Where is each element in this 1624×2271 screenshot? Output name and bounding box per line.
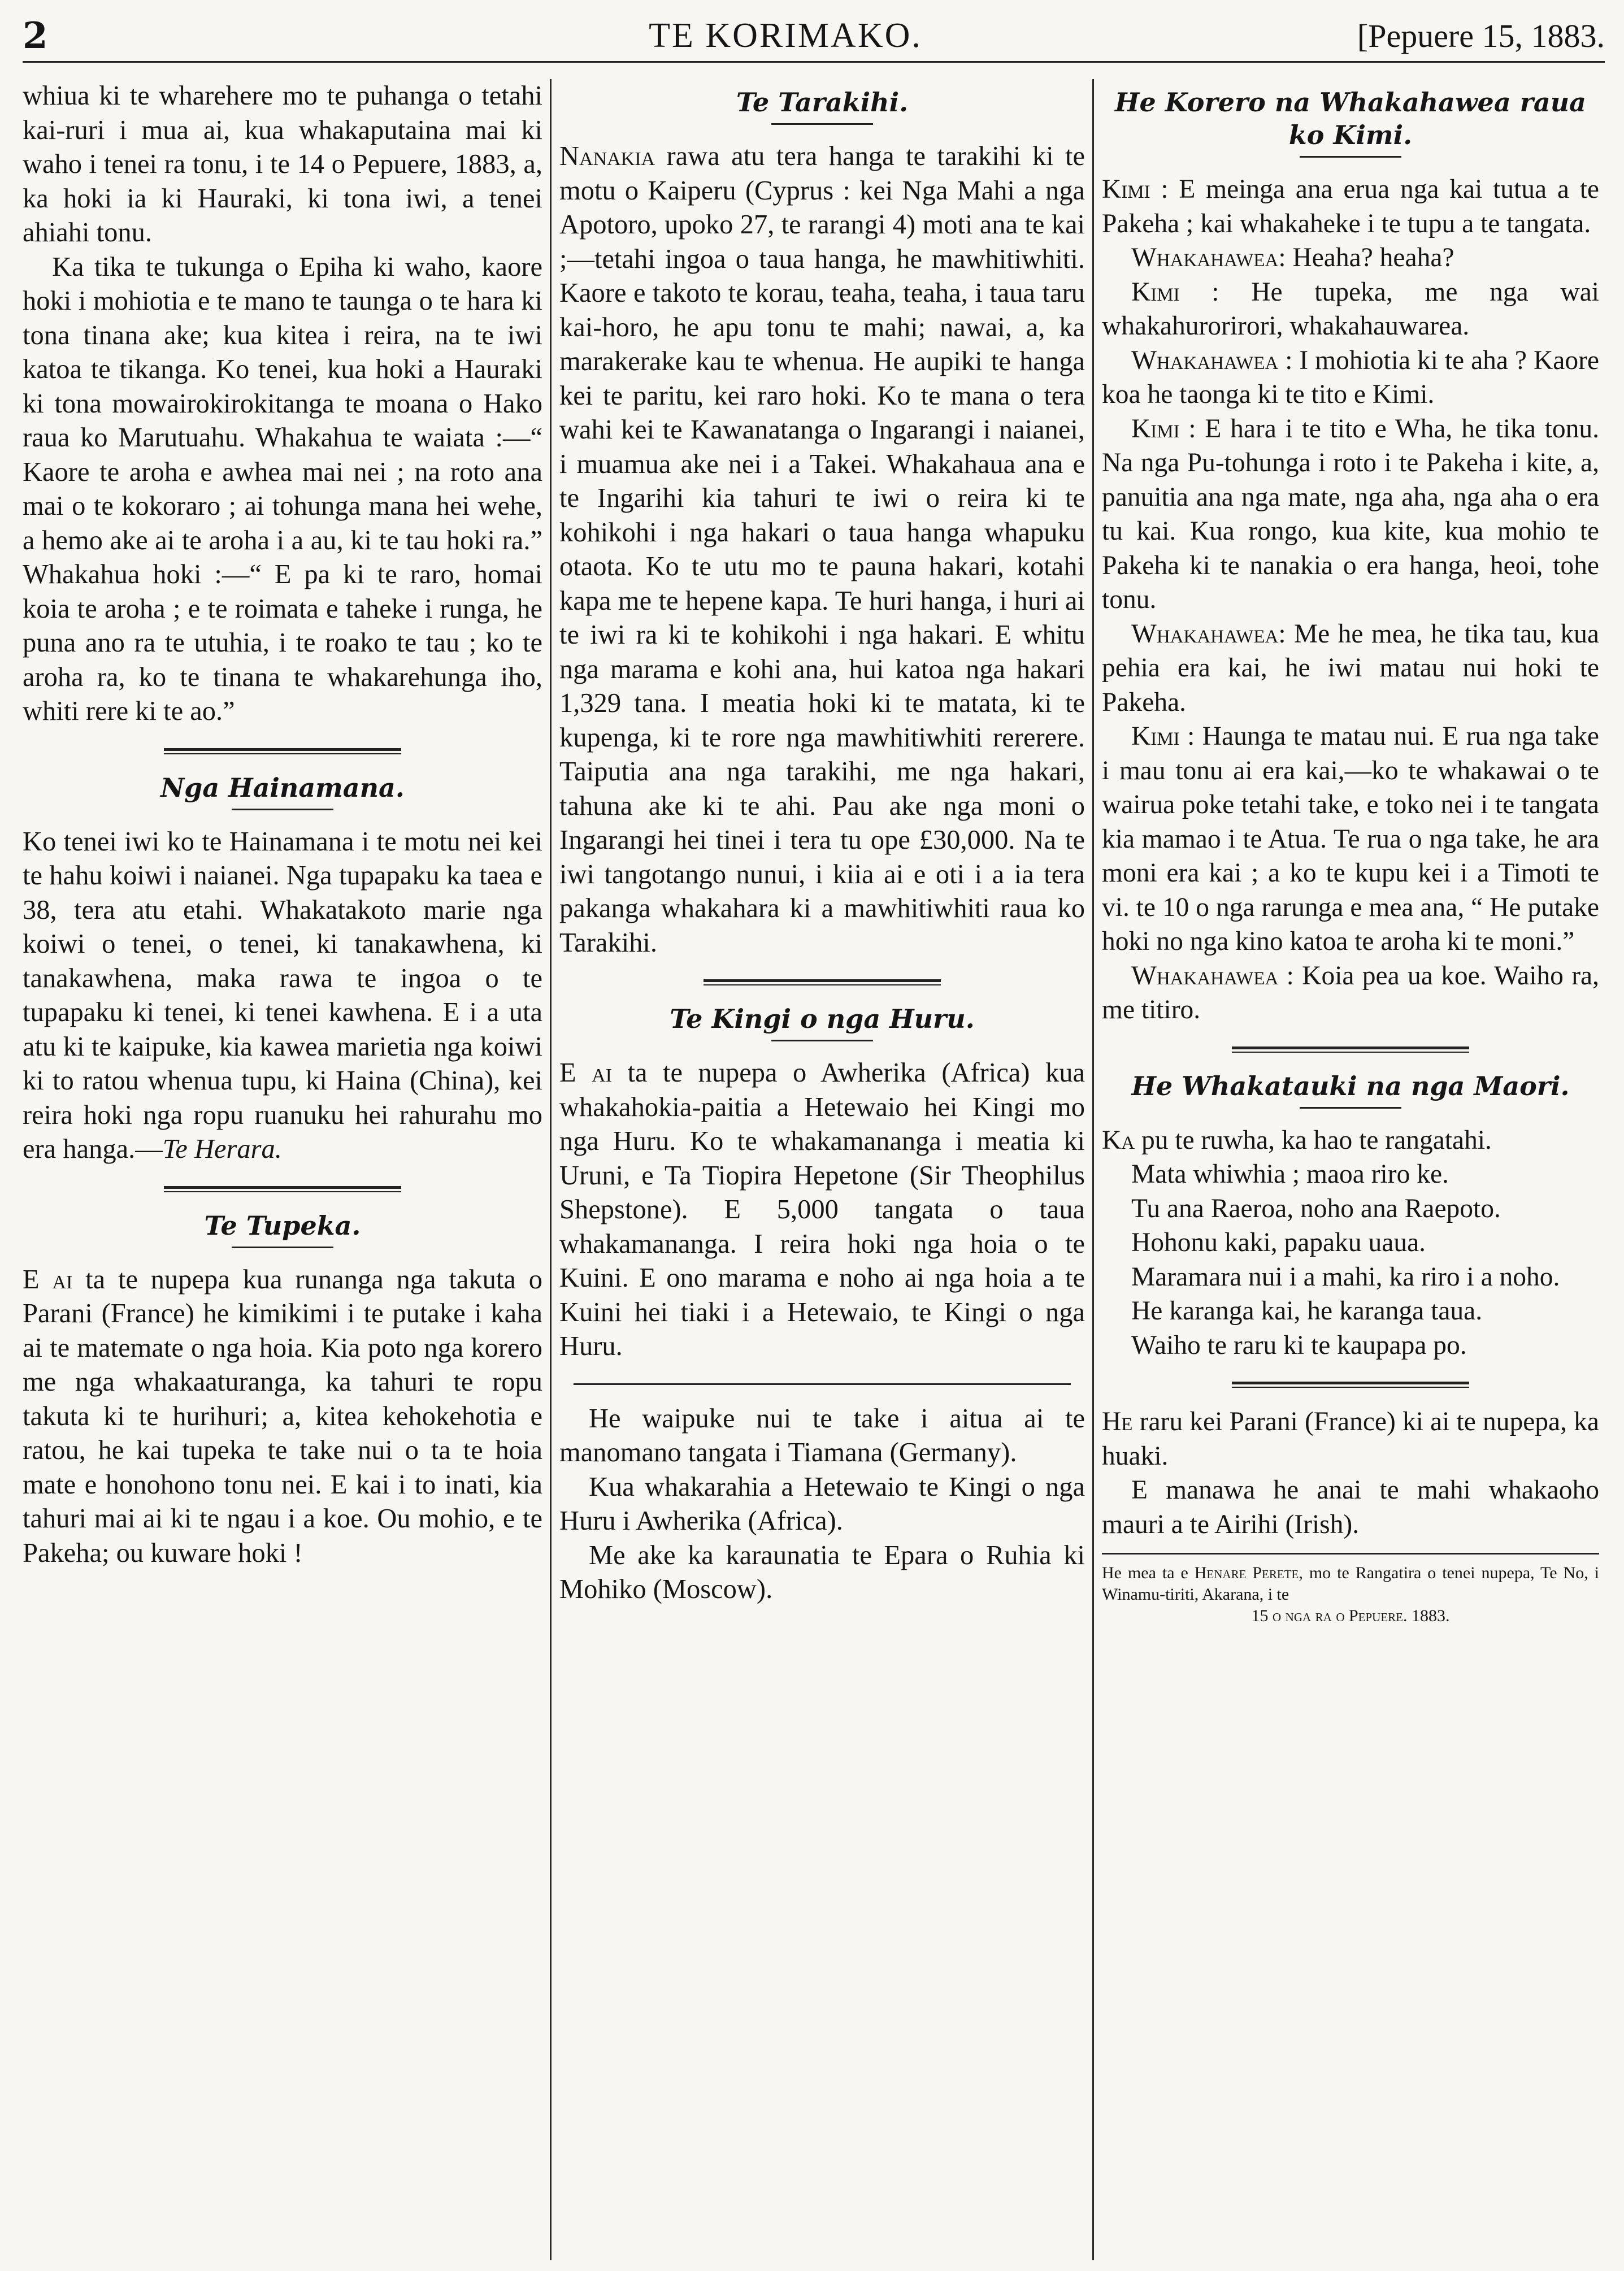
imprint-date: 15 o nga ra o Pepuere. 1883. bbox=[1251, 1606, 1450, 1625]
masthead bbox=[23, 10, 1605, 63]
lead-words: E ai bbox=[23, 1264, 73, 1295]
dialogue-line bbox=[1102, 241, 1599, 275]
lead-words: E ai bbox=[559, 1058, 612, 1088]
dialogue-text: : He tupeka, me nga wai whakahurorirori, whakahauwarea. bbox=[1102, 277, 1599, 341]
article-paragraph bbox=[23, 825, 542, 1167]
raru-text: raru kei Parani (France) ki ai te nupepa, ka huaki. bbox=[1102, 1407, 1599, 1471]
imprint-text: He mea ta e bbox=[1102, 1564, 1188, 1582]
tupeka-body: ta te nupepa kua runanga nga takuta o Parani (France) he kimikimi i te putake i kaha ai te matemate o nga hoia. Kia poto nga korero me nga whakaaturanga, ka tahuri te ropu takuta ki te hurihuri; a, kitea kehokehotia e ratou, he kai tupeka te take nui o ta te hoia mate e honohono tonu nei. E kai i to inati, kia tahuri mai ai ki te ngau i a koe. Ou mohio, e te Pakeha; ou kuware hoki ! bbox=[23, 1264, 542, 1568]
speaker-name: Whakahawea bbox=[1131, 619, 1279, 649]
paper-title: TE KORIMAKO. bbox=[649, 16, 922, 55]
news-note: E manawa he anai te mahi whakaoho mauri a te Airihi (Irish). bbox=[1102, 1475, 1599, 1539]
news-note: He waipuke nui te take i aitua ai te manomano tangata i Tiamana (Germany). bbox=[559, 1403, 1085, 1467]
dialogue-line bbox=[1102, 617, 1599, 720]
speaker-name: Kimi bbox=[1131, 414, 1180, 444]
speaker-name: Kimi bbox=[1102, 175, 1150, 204]
dialogue-line bbox=[1102, 412, 1599, 617]
printer-name: Henare Perete bbox=[1194, 1564, 1299, 1582]
article-paragraph bbox=[559, 1056, 1085, 1364]
heading-rule bbox=[1300, 1107, 1401, 1109]
dialogue-text: : Heaha? heaha? bbox=[1278, 243, 1454, 272]
dialogue-line bbox=[1102, 275, 1599, 344]
section-divider bbox=[704, 979, 941, 985]
speaker-name: Whakahawea bbox=[1131, 345, 1279, 375]
column-divider bbox=[550, 79, 552, 2260]
section-divider bbox=[574, 1383, 1071, 1385]
proverb bbox=[1102, 1123, 1599, 1158]
heading-rule bbox=[771, 123, 873, 125]
section-divider bbox=[164, 748, 401, 754]
speaker-name: Whakahawea bbox=[1131, 961, 1279, 991]
news-note: Me ake ka karaunatia te Epara o Ruhia ki Mohiko (Moscow). bbox=[559, 1540, 1085, 1604]
page-number: 2 bbox=[23, 14, 48, 57]
source-credit: Te Herara. bbox=[162, 1134, 282, 1164]
lead-words: He bbox=[1102, 1407, 1133, 1436]
dialogue-line bbox=[1102, 172, 1599, 241]
section-divider bbox=[164, 1186, 401, 1192]
article-paragraph: Ka tika te tukunga o Epiha ki waho, kaore hoki i mohiotia e te mano te taunga o te hara ki tona tinana ake; kua kitea i reira, na te iwi katoa te tikanga. Ko tenei, kua hoki a Hauraki ki tona mowairokirokitanga te moana o Hako raua ko Marutuahu. Whakahua te waiata :—“ Kaore te aroha e awhea mai nei ; na roto ana mai o te kokoraro ; ai tohunga mana hei wehe, a hemo ake ai te aroha i a au, ki te tau hoki ra.” Whakahua hoki :—“ E pa ki te raro, homai koia te aroha ; e te roimata e taheke i runga, he puna ano ra te utuhia, i te roako te tau ; ko te aroha ra, ko te tinana te whakarehunga iho, whiti rere ki te ao.” bbox=[23, 251, 542, 726]
column-1 bbox=[23, 79, 542, 2260]
heading-rule bbox=[232, 809, 333, 810]
proverb: He karanga kai, he karanga taua. bbox=[1131, 1296, 1483, 1326]
issue-date: [Pepuere 15, 1883. bbox=[1357, 17, 1605, 54]
section-divider bbox=[1232, 1382, 1469, 1388]
article-heading-tupeka: Te Tupeka. bbox=[204, 1210, 361, 1241]
proverb-text: pu te ruwha, ka hao te rangatahi. bbox=[1135, 1125, 1492, 1155]
column-divider bbox=[1092, 79, 1094, 2260]
tarakihi-body: rawa atu tera hanga te tarakihi ki te motu o Kaiperu (Cyprus : kei Nga Mahi a nga Apotoro, upoko 27, te rarangi 4) moti ana te kai ;—tetahi ingoa o taua hanga, he mawhitiwhiti. Kaore e takoto te korau, teaha, teaha, i taua taru kai-horo, he apu tonu te mahi; nawai, a, ka marakerake kau te whenua. He aupiki te hanga kei te paritu, kei raro hoki. Ko te mana o tera wahi kei te Kawanatanga o Ingarangi i naianei, i muamua ake nei i a Takei. Whakahaua ana e te Ingarihi kia tahuri te iwi o reira ki te kohikohi i nga hakari o taua hanga whapuku otaota. Ko te utu mo te pauna hakari, kotahi kapa me te hepene kapa. Te huri hanga, i huri ai te iwi ra ki te kohikohi i nga hakari. E whitu nga marama e kohi ana, hui katoa nga hakari 1,329 tana. I meatia hoki ki te matata, ki te kupenga, ki te rore nga mawhitiwhiti rererere. Taiputia ana nga tarakihi, me nga hakari, tahuna ake ki te ahi. Pau ake nga moni o Ingarangi hei tinei i tera tu ope £30,000. Na te iwi tangotango nunui, i kiia ai e oti i a ia tera pakanga whakahara ki a mawhitiwhiti raua ko Tarakihi. bbox=[559, 141, 1085, 958]
speaker-name: Kimi bbox=[1131, 277, 1180, 307]
imprint bbox=[1102, 1553, 1599, 1605]
heading-rule bbox=[232, 1247, 333, 1248]
article-paragraph: whiua ki te wharehere mo te puhanga o tetahi kai-ruri i mua ai, kua whakaputaina mai ki waho i tenei ra tonu, i te 14 o Pepuere, 1883, a, ka hoki ia ki Hauraki, ki tona iwi, a tenei ahiahi tonu. bbox=[23, 81, 542, 247]
article-heading-hainamana: Nga Hainamana. bbox=[160, 772, 405, 803]
dialogue-line bbox=[1102, 719, 1599, 959]
article-heading-korero: He Korero na Whakahawea raua ko Kimi. bbox=[1115, 87, 1586, 150]
heading-rule bbox=[1300, 156, 1401, 158]
proverb: Maramara nui i a mahi, ka riro i a noho. bbox=[1131, 1262, 1560, 1292]
dialogue-line bbox=[1102, 344, 1599, 412]
article-paragraph bbox=[23, 1263, 542, 1571]
article-paragraph bbox=[559, 140, 1085, 960]
dialogue-text: : E hara i te tito e Wha, he tika tonu. Na nga Pu-tohunga i roto i te Pakeha i kite, a, panuitia ana nga mate, nga aha, nga aha o era tu kai. Kua rongo, kua kite, kua mohio te Pakeha ki te nanakia o era hanga, heoi, tohe tonu. bbox=[1102, 414, 1599, 614]
lead-words: Ka bbox=[1102, 1125, 1135, 1155]
dialogue-text: : E meinga ana erua nga kai tutua a te Pakeha ; kai whakaheke i te tupu a te tangata. bbox=[1102, 175, 1599, 238]
heading-rule bbox=[771, 1040, 873, 1041]
dialogue-text: : Me he mea, he tika tau, kua pehia era kai, he iwi matau nui hoki te Pakeha. bbox=[1102, 619, 1599, 717]
proverb: Hohonu kaki, papaku uaua. bbox=[1131, 1228, 1426, 1257]
dialogue-text: : Koia pea ua koe. Waiho ra, me titiro. bbox=[1102, 961, 1599, 1024]
news-note bbox=[1102, 1405, 1599, 1473]
kingi-body: ta te nupepa o Awherika (Africa) kua whakahokia-paitia a Hetewaio hei Kingi mo nga Huru. Ko te whakamananga i meatia ki Uruni, e Ta Tiopira Hepetone (Sir Theophilus Shepstone). E 5,000 tangata o taua whakamananga. I reira hoki nga hoia o te Kuini. E ono marama e noho ai nga hoia a te Kuini hei tiaki i a Hetewaio, te Kingi o nga Huru. bbox=[559, 1058, 1085, 1361]
column-3 bbox=[1102, 79, 1599, 2260]
speaker-name: Whakahawea bbox=[1131, 243, 1279, 272]
proverb: Mata whiwhia ; maoa riro ke. bbox=[1131, 1160, 1449, 1189]
dialogue-text: : Haunga te matau nui. E rua nga take i mau tonu ai era kai,—ko te whakawai o te wairua poke tetahi take, e toko nei i te tangata kia mamao i te Atua. Te rua o nga take, he ara moni era kai ; a ko te kupu kei i a Timoti te vi. te 10 o nga rarunga e mea ana, “ He putake hoki no nga kino katoa te aroha ki te moni.” bbox=[1102, 722, 1599, 956]
lead-words: Nanakia bbox=[559, 141, 655, 171]
speaker-name: Kimi bbox=[1131, 722, 1180, 751]
proverb: Waiho te raru ki te kaupapa po. bbox=[1131, 1330, 1467, 1360]
column-2 bbox=[559, 79, 1085, 2260]
proverb: Tu ana Raeroa, noho ana Raepoto. bbox=[1131, 1193, 1501, 1223]
dialogue-text: : I mohiotia ki te aha ? Kaore koa he taonga ki te tito e Kimi. bbox=[1102, 345, 1599, 409]
imprint-text: , mo te Rangatira o tenei nupepa, Te No, i Winamu-tiriti, Akarana, i te bbox=[1102, 1564, 1599, 1604]
section-divider bbox=[1232, 1047, 1469, 1053]
news-note: Kua whakarahia a Hetewaio te Kingi o nga Huru i Awherika (Africa). bbox=[559, 1471, 1085, 1536]
article-heading-whakatauki: He Whakatauki na nga Maori. bbox=[1131, 1070, 1570, 1101]
article-heading-kingi: Te Kingi o nga Huru. bbox=[670, 1004, 975, 1034]
dialogue-line bbox=[1102, 959, 1599, 1027]
article-heading-tarakihi: Te Tarakihi. bbox=[736, 87, 909, 118]
hainamana-body: Ko tenei iwi ko te Hainamana i te motu nei kei te hahu koiwi i naianei. Nga tupapaku ka taea e 38, tera atu etahi. Whakatakoto marie nga koiwi o tenei, o tenei, ki tanakawhena, ki tanakawhena, maka rawa te ingoa o te tupapaku ki tenei, ki tenei kawhena. E i a uta atu ki te kaipuke, kia kawea marietia nga koiwi ki to ratou whenua tupu, ki Haina (China), kei reira hoki nga ropu ruanuku hei rahurahu mo era hanga.— bbox=[23, 826, 542, 1164]
